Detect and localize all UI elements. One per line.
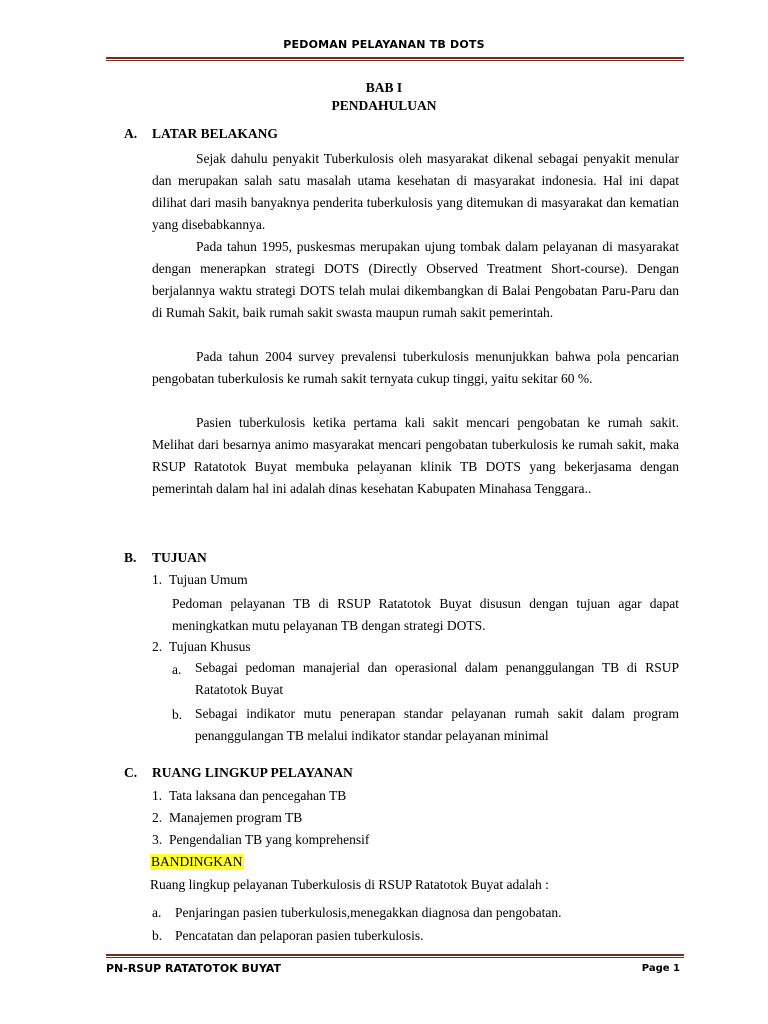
subsection-title: Tujuan Khusus bbox=[169, 639, 251, 654]
header-divider bbox=[106, 57, 684, 61]
footer-divider bbox=[106, 954, 684, 958]
section-b-label: B. bbox=[124, 550, 137, 565]
list-number: 2. bbox=[152, 810, 163, 825]
running-header: PEDOMAN PELAYANAN TB DOTS bbox=[283, 38, 485, 51]
section-c-title: RUANG LINGKUP PELAYANAN bbox=[152, 765, 353, 780]
scope-item: Manajemen program TB bbox=[169, 810, 303, 825]
tujuan-khusus-item: Sebagai indikator mutu penerapan standar pelayanan rumah sakit dalam program penanggulangan TB melalui indikator standar pelayanan minimal bbox=[195, 706, 679, 743]
chapter-title: PENDAHULUAN bbox=[331, 98, 437, 113]
list-label: b. bbox=[152, 928, 163, 943]
section-a-label: A. bbox=[124, 126, 138, 141]
section-a-paragraph-3: Pada tahun 2004 survey prevalensi tuberkulosis menunjukkan bahwa pola pencarian pengobatan tuberkulosis ke rumah sakit ternyata cukup tinggi, yaitu sekitar 60 %. bbox=[152, 349, 679, 386]
tujuan-umum-text: Pedoman pelayanan TB di RSUP Ratatotok Buyat disusun dengan tujuan agar dapat meningkatkan mutu pelayanan TB dengan strategi DOTS. bbox=[172, 596, 679, 633]
list-number: 3. bbox=[152, 832, 163, 847]
section-b-title: TUJUAN bbox=[152, 550, 207, 565]
section-c-label: C. bbox=[124, 765, 138, 780]
scope-sub-item: Penjaringan pasien tuberkulosis,menegakkan diagnosa dan pengobatan. bbox=[175, 905, 562, 920]
page-number: Page 1 bbox=[641, 963, 680, 974]
scope-item: Pengendalian TB yang komprehensif bbox=[169, 832, 370, 847]
tujuan-khusus-item: Sebagai pedoman manajerial dan operasional dalam penanggulangan TB di RSUP Ratatotok Buyat bbox=[195, 660, 679, 697]
subsection-title: Tujuan Umum bbox=[169, 572, 248, 587]
list-label: a. bbox=[152, 905, 162, 920]
list-number: 1. bbox=[152, 572, 163, 587]
scope-item: Tata laksana dan pencegahan TB bbox=[169, 788, 347, 803]
section-a-paragraph-4: Pasien tuberkulosis ketika pertama kali sakit mencari pengobatan ke rumah sakit. Melihat dari besarnya animo masyarakat mencari pengobatan tuberkulosis ke rumah sakit, maka RSUP Ratatotok Buyat membuka pelayanan klinik TB DOTS yang bekerjasama dengan pemerintah dalam hal ini adalah dinas kesehatan Kabupaten Minahasa Tenggara.. bbox=[152, 415, 679, 496]
scope-sub-item: Pencatatan dan pelaporan pasien tuberkulosis. bbox=[175, 928, 424, 943]
list-label: a. bbox=[172, 662, 182, 677]
section-a-paragraph-1: Sejak dahulu penyakit Tuberkulosis oleh masyarakat dikenal sebagai penyakit menular dan merupakan salah satu masalah utama kesehatan di masyarakat indonesia. Hal ini dapat dilihat dari masih banyaknya penderita tuberkulosis yang ditemukan di masyarakat dan kematian yang disebabkannya. bbox=[152, 151, 679, 232]
list-number: 2. bbox=[152, 639, 163, 654]
section-a-title: LATAR BELAKANG bbox=[152, 126, 278, 141]
section-a-paragraph-2: Pada tahun 1995, puskesmas merupakan ujung tombak dalam pelayanan di masyarakat dengan menerapkan strategi DOTS (Directly Observed Treatment Short-course). Dengan berjalannya waktu strategi DOTS telah mulai dikembangkan di Balai Pengobatan Paru-Paru dan di Rumah Sakit, baik rumah sakit swasta maupun rumah sakit pemerintah. bbox=[152, 239, 679, 320]
scope-intro: Ruang lingkup pelayanan Tuberkulosis di RSUP Ratatotok Buyat adalah : bbox=[150, 877, 549, 892]
list-number: 1. bbox=[152, 788, 163, 803]
list-label: b. bbox=[172, 707, 183, 722]
footer-institution: PN-RSUP RATATOTOK BUYAT bbox=[106, 962, 281, 975]
highlighted-note: BANDINGKAN bbox=[151, 854, 243, 869]
chapter-number: BAB I bbox=[365, 80, 403, 95]
